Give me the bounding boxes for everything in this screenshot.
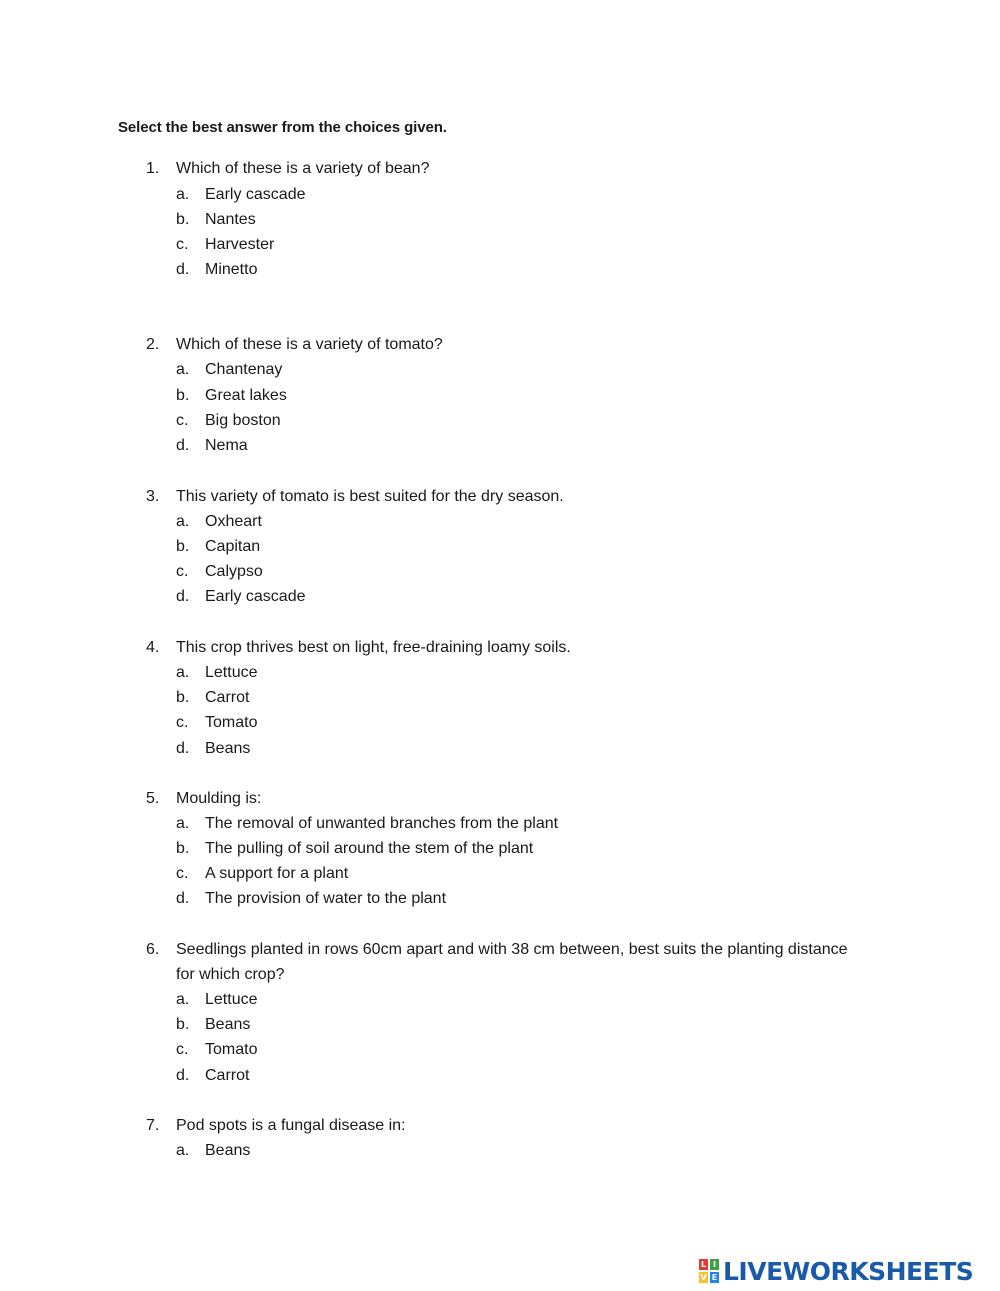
option-text: The removal of unwanted branches from the plant bbox=[205, 815, 559, 832]
option-text: Oxheart bbox=[205, 513, 262, 530]
option-text: Lettuce bbox=[205, 991, 258, 1008]
option-letter: d. bbox=[176, 588, 190, 605]
option-letter: c. bbox=[176, 236, 189, 253]
option-letter: d. bbox=[176, 437, 190, 454]
option-text: Nema bbox=[205, 437, 248, 454]
option-text: Beans bbox=[205, 1016, 251, 1033]
option-letter: c. bbox=[176, 1041, 189, 1058]
option-letter: d. bbox=[176, 740, 190, 757]
option-letter: a. bbox=[176, 991, 190, 1008]
question-text: Pod spots is a fungal disease in: bbox=[176, 1117, 406, 1134]
option-letter: b. bbox=[176, 840, 190, 857]
option-text: The pulling of soil around the stem of the plant bbox=[205, 840, 534, 857]
option-letter: b. bbox=[176, 387, 190, 404]
question-number: 7. bbox=[146, 1117, 160, 1134]
logo-tile: V bbox=[698, 1271, 709, 1284]
option-letter: d. bbox=[176, 1067, 190, 1084]
option-text: Beans bbox=[205, 740, 251, 757]
option-text: Carrot bbox=[205, 689, 250, 706]
option-letter: b. bbox=[176, 538, 190, 555]
question-number: 6. bbox=[146, 941, 160, 958]
option-text: Early cascade bbox=[205, 588, 306, 605]
option-text: Early cascade bbox=[205, 186, 306, 203]
option-text: Calypso bbox=[205, 563, 263, 580]
option-text: A support for a plant bbox=[205, 865, 349, 882]
option-text: Great lakes bbox=[205, 387, 287, 404]
question-text: Seedlings planted in rows 60cm apart and with 38 cm between, best suits the planting distance bbox=[176, 941, 848, 958]
option-text: Nantes bbox=[205, 211, 256, 228]
instructions-heading: Select the best answer from the choices given. bbox=[118, 119, 447, 136]
question-number: 3. bbox=[146, 488, 160, 505]
option-text: Tomato bbox=[205, 714, 258, 731]
question-text: Which of these is a variety of tomato? bbox=[176, 336, 443, 353]
logo-text: LIVEWORKSHEETS bbox=[723, 1256, 974, 1286]
option-text: The provision of water to the plant bbox=[205, 890, 447, 907]
logo-tile: I bbox=[709, 1258, 720, 1271]
question-text: Which of these is a variety of bean? bbox=[176, 160, 430, 177]
option-letter: d. bbox=[176, 261, 190, 278]
option-letter: c. bbox=[176, 563, 189, 580]
option-text: Chantenay bbox=[205, 361, 283, 378]
option-text: Tomato bbox=[205, 1041, 258, 1058]
option-letter: b. bbox=[176, 211, 190, 228]
question-text: This variety of tomato is best suited for the dry season. bbox=[176, 488, 564, 505]
option-letter: a. bbox=[176, 815, 190, 832]
option-text: Harvester bbox=[205, 236, 275, 253]
option-text: Lettuce bbox=[205, 664, 258, 681]
option-letter: c. bbox=[176, 412, 189, 429]
option-letter: b. bbox=[176, 689, 190, 706]
option-letter: b. bbox=[176, 1016, 190, 1033]
liveworksheets-logo-icon bbox=[698, 1258, 720, 1284]
liveworksheets-logo bbox=[698, 1256, 973, 1286]
option-letter: c. bbox=[176, 865, 189, 882]
logo-tile: L bbox=[698, 1258, 709, 1271]
option-letter: d. bbox=[176, 890, 190, 907]
option-text: Big boston bbox=[205, 412, 281, 429]
question-text-continued: for which crop? bbox=[176, 966, 285, 983]
option-letter: a. bbox=[176, 186, 190, 203]
option-letter: a. bbox=[176, 1142, 190, 1159]
option-letter: a. bbox=[176, 513, 190, 530]
option-letter: a. bbox=[176, 664, 190, 681]
option-letter: a. bbox=[176, 361, 190, 378]
logo-tile: E bbox=[709, 1271, 720, 1284]
question-number: 1. bbox=[146, 160, 160, 177]
question-number: 2. bbox=[146, 336, 160, 353]
question-number: 5. bbox=[146, 790, 160, 807]
question-text: Moulding is: bbox=[176, 790, 262, 807]
option-text: Beans bbox=[205, 1142, 251, 1159]
option-letter: c. bbox=[176, 714, 189, 731]
question-text: This crop thrives best on light, free-draining loamy soils. bbox=[176, 639, 571, 656]
option-text: Capitan bbox=[205, 538, 261, 555]
question-number: 4. bbox=[146, 639, 160, 656]
option-text: Minetto bbox=[205, 261, 258, 278]
option-text: Carrot bbox=[205, 1067, 250, 1084]
